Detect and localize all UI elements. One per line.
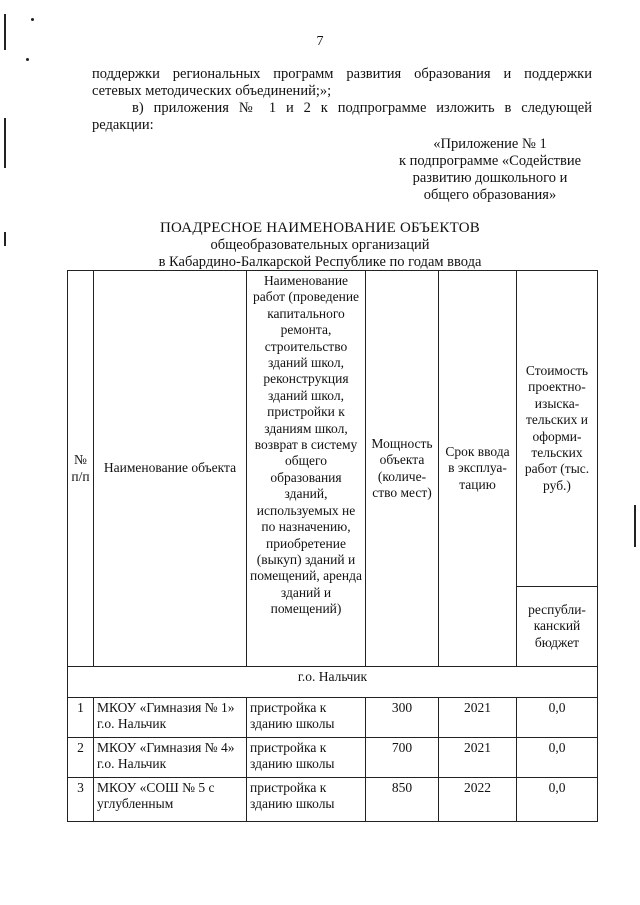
table-title xyxy=(0,220,640,271)
header-name: Наименование объекта xyxy=(94,271,247,667)
table-row xyxy=(68,698,598,738)
appendix-line: к подпрограмме «Содействие xyxy=(398,153,582,169)
appendix-line: развитию дошкольного и xyxy=(412,170,568,186)
scan-mark xyxy=(4,118,6,168)
table-title-line: общеобразовательных организаций xyxy=(210,237,430,253)
row-name: МКОУ «Гимназия № 1» г.о. Нальчик xyxy=(94,698,247,738)
scan-mark xyxy=(634,505,636,547)
table-row xyxy=(68,738,598,778)
row-year: 2021 xyxy=(439,698,517,738)
paragraph-line: поддержки региональных программ развития образования и поддержки xyxy=(92,66,592,82)
row-works: пристройка к зданию школы xyxy=(247,778,366,822)
row-cost: 0,0 xyxy=(517,738,598,778)
scan-mark xyxy=(31,18,34,21)
row-capacity: 300 xyxy=(366,698,439,738)
header-num: № п/п xyxy=(68,271,94,667)
table-title-line: ПОАДРЕСНОЕ НАИМЕНОВАНИЕ ОБЪЕКТОВ xyxy=(159,220,481,236)
table-title-line: в Кабардино-Балкарской Республике по годам ввода xyxy=(158,254,482,270)
row-num: 2 xyxy=(68,738,94,778)
row-num: 3 xyxy=(68,778,94,822)
row-capacity: 850 xyxy=(366,778,439,822)
row-name: МКОУ «СОШ № 5 с углубленным xyxy=(94,778,247,822)
appendix-note xyxy=(390,136,590,204)
paragraph-line: редакции: xyxy=(92,117,154,133)
header-cost: Стоимость проектно-изыска-тельских и оформи-тельских работ (тыс. руб.) xyxy=(517,271,598,587)
paragraph-line: сетевых методических объединений;»; xyxy=(92,83,332,99)
row-works: пристройка к зданию школы xyxy=(247,698,366,738)
row-name: МКОУ «Гимназия № 4» г.о. Нальчик xyxy=(94,738,247,778)
header-term: Срок ввода в эксплуа-тацию xyxy=(439,271,517,667)
row-num: 1 xyxy=(68,698,94,738)
table-row xyxy=(68,778,598,822)
row-year: 2022 xyxy=(439,778,517,822)
header-capacity: Мощность объекта (количе-ство мест) xyxy=(366,271,439,667)
scan-mark xyxy=(26,58,29,61)
row-cost: 0,0 xyxy=(517,698,598,738)
paragraph-1 xyxy=(92,66,592,100)
header-works: Наименование работ (проведение капитального ремонта, строительство зданий школ, реконструкция зданий школ, пристройки к зданиям школ, возврат в систему общего образования зданий, используемых не по назначению, приобретение (выкуп) зданий и помещений, аренда зданий и помещений) xyxy=(247,271,366,667)
row-capacity: 700 xyxy=(366,738,439,778)
header-budget: республи-канский бюджет xyxy=(517,587,598,667)
appendix-line: общего образования» xyxy=(423,187,557,203)
paragraph-line: в) приложения № 1 и 2 к подпрограмме изложить в следующей xyxy=(132,100,592,116)
row-works: пристройка к зданию школы xyxy=(247,738,366,778)
objects-table xyxy=(67,270,598,822)
paragraph-2 xyxy=(92,100,592,134)
city-name: г.о. Нальчик xyxy=(68,667,598,698)
row-year: 2021 xyxy=(439,738,517,778)
page-number: 7 xyxy=(316,34,324,49)
appendix-line: «Приложение № 1 xyxy=(433,136,547,152)
city-row xyxy=(68,667,598,698)
row-cost: 0,0 xyxy=(517,778,598,822)
